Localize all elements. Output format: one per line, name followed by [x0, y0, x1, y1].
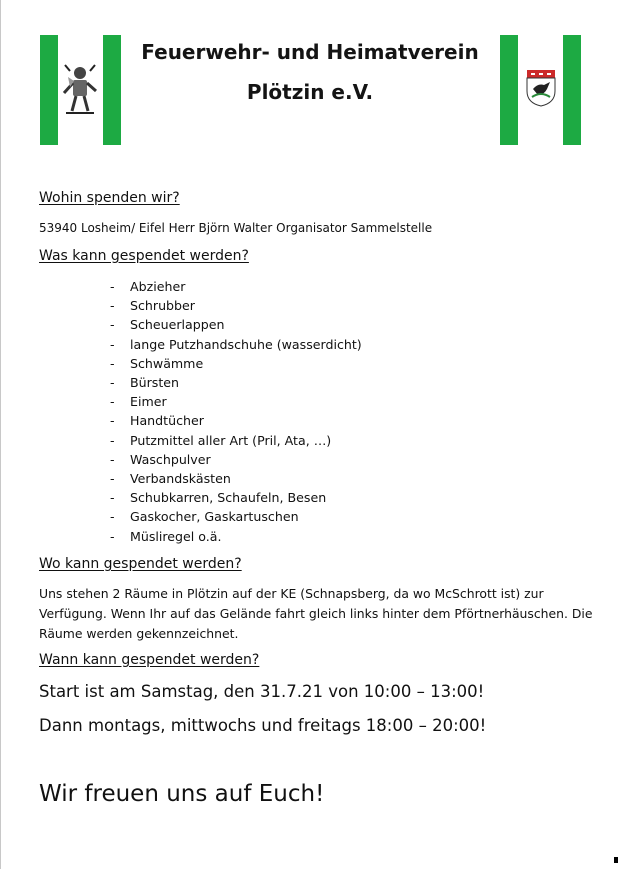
closing-message: Wir freuen uns auf Euch!: [39, 781, 325, 807]
list-item: - Schubkarren, Schaufeln, Besen: [110, 488, 362, 507]
left-flag-emblem: [40, 35, 121, 145]
location-description: [39, 584, 593, 644]
corner-mark: [614, 857, 618, 863]
flag-stripe-left: [40, 35, 58, 145]
right-flag-emblem: [500, 35, 581, 145]
flag-stripe-left: [500, 35, 518, 145]
list-item: - Verbandskästen: [110, 469, 362, 488]
collection-point-address: 53940 Losheim/ Eifel Herr Björn Walter Organisator Sammelstelle: [39, 221, 433, 235]
list-item: - Gaskocher, Gaskartuschen: [110, 507, 362, 526]
list-item: - Eimer: [110, 392, 362, 411]
heading-where-to-drop-off: Wo kann gespendet werden?: [39, 556, 242, 572]
list-item: - Schwämme: [110, 354, 362, 373]
list-item: - Waschpulver: [110, 450, 362, 469]
list-item: - Müsliregel o.ä.: [110, 527, 362, 546]
flag-stripe-right: [103, 35, 121, 145]
list-item: - Schrubber: [110, 296, 362, 315]
title-line-1: Feuerwehr- und Heimatverein: [141, 40, 479, 64]
location-line: Räume werden gekennzeichnet.: [39, 626, 239, 641]
coat-of-arms-icon: [526, 69, 556, 107]
list-item: - Abzieher: [110, 277, 362, 296]
list-item: - Handtücher: [110, 411, 362, 430]
regular-hours: Dann montags, mittwochs und freitags 18:00 – 20:00!: [39, 716, 487, 735]
donation-items-list: [110, 277, 362, 546]
heading-where-to-donate: Wohin spenden wir?: [39, 190, 180, 206]
list-item: - Scheuerlappen: [110, 315, 362, 334]
page-title: [130, 32, 490, 112]
title-line-2: Plötzin e.V.: [246, 80, 374, 104]
heading-what-to-donate: Was kann gespendet werden?: [39, 248, 249, 264]
list-item: - Putzmittel aller Art (Pril, Ata, …): [110, 431, 362, 450]
page-edge: [0, 0, 1, 869]
start-date-time: Start ist am Samstag, den 31.7.21 von 10:00 – 13:00!: [39, 682, 485, 701]
firefighter-emblem-icon: [62, 63, 99, 117]
heading-when-to-donate: Wann kann gespendet werden?: [39, 652, 260, 668]
list-item: - lange Putzhandschuhe (wasserdicht): [110, 335, 362, 354]
list-item: - Bürsten: [110, 373, 362, 392]
location-line: Verfügung. Wenn Ihr auf das Gelände fahrt gleich links hinter dem Pförtnerhäuschen. Die: [39, 606, 593, 621]
location-line: Uns stehen 2 Räume in Plötzin auf der KE (Schnapsberg, da wo McSchrott ist) zur: [39, 586, 544, 601]
flag-stripe-right: [563, 35, 581, 145]
